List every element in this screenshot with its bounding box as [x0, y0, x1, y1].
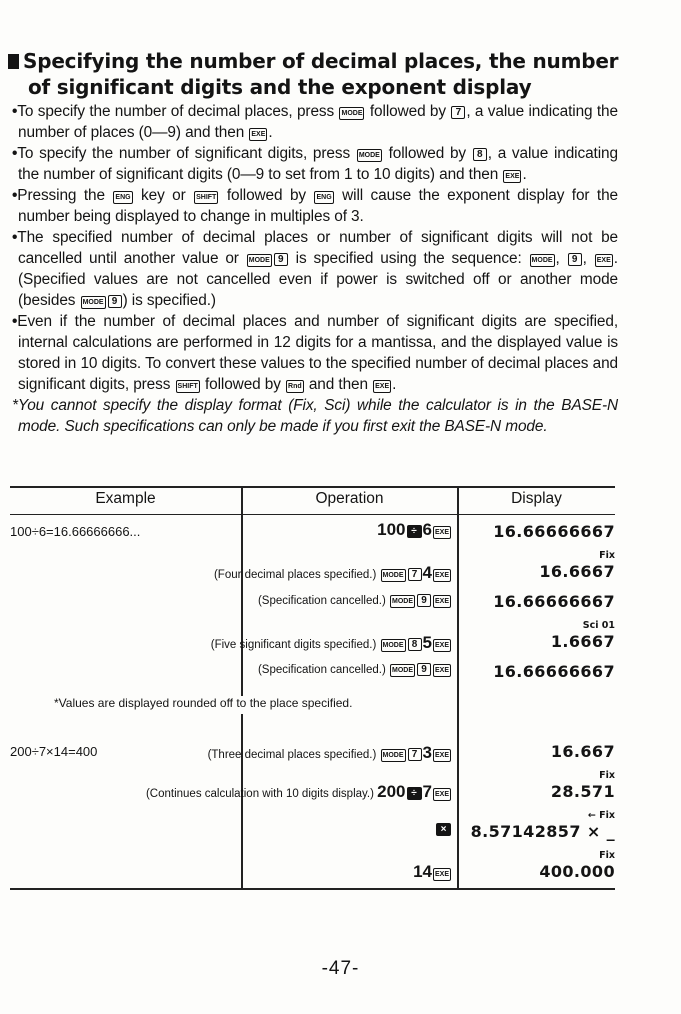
exe-key-icon: EXE — [249, 128, 267, 141]
operation-row-5: (Specification cancelled.) MODE 9 EXE — [257, 664, 449, 676]
display-value-8: 8.57142857 × _ — [470, 822, 615, 841]
bullet-decimal-places: •To specify the number of decimal places, press MODE followed by 7 , a value indicating the number of places (0—9) and then EXE . — [12, 103, 618, 141]
operation-row-4: (Five significant digits specified.) MODE 8 5 EXE — [210, 633, 449, 652]
operation-row-7: (Continues calculation with 10 digits display.) 200 ÷ 7 EXE — [145, 782, 449, 801]
display-value-5: 16.66666667 — [493, 662, 615, 681]
shift-key-icon: SHIFT — [194, 191, 218, 204]
nine-key-icon: 9 — [417, 663, 431, 676]
section-heading — [8, 48, 648, 100]
exe-key-icon: EXE — [433, 526, 451, 539]
example-1: 100÷6=16.66666666... — [10, 524, 141, 539]
header-operation: Operation — [315, 490, 384, 507]
mode-key-icon: MODE — [530, 254, 555, 267]
eight-key-icon: 8 — [473, 148, 487, 161]
heading-line-1: Specifying the number of decimal places, the number — [23, 49, 619, 73]
heading-line-2: of significant digits and the exponent display — [28, 75, 532, 99]
rounded-note: *Values are displayed rounded off to the place specified. — [54, 696, 353, 710]
display-value-6: 16.667 — [550, 742, 615, 761]
header-example: Example — [95, 490, 156, 507]
exe-key-icon: EXE — [595, 254, 613, 267]
column-divider-1a — [241, 486, 243, 696]
seven-key-icon: 7 — [408, 748, 422, 761]
display-value-9: 400.000 — [539, 862, 615, 881]
eng-key-icon: ENG — [314, 191, 333, 204]
example-2: 200÷7×14=400 — [10, 744, 98, 759]
exe-key-icon: EXE — [433, 868, 451, 881]
mode-key-icon: MODE — [381, 749, 406, 762]
exe-key-icon: EXE — [433, 595, 451, 608]
seven-key-icon: 7 — [451, 106, 465, 119]
exe-key-icon: EXE — [433, 664, 451, 677]
operation-row-2: (Four decimal places specified.) MODE 7 4 EXE — [213, 563, 449, 582]
divide-key-icon: ÷ — [407, 525, 422, 538]
mode-key-icon: MODE — [247, 254, 272, 267]
mode-key-icon: MODE — [81, 296, 106, 309]
nine-key-icon: 9 — [108, 295, 122, 308]
mode-key-icon: MODE — [381, 639, 406, 652]
display-indicator-4: Sci 01 — [582, 620, 615, 631]
display-value-2: 16.6667 — [539, 562, 615, 581]
mode-key-icon: MODE — [381, 569, 406, 582]
header-display: Display — [511, 490, 562, 507]
rnd-key-icon: Rnd — [286, 380, 304, 393]
bullet-list — [12, 101, 618, 437]
exe-key-icon: EXE — [433, 788, 451, 801]
exe-key-icon: EXE — [373, 380, 391, 393]
operation-row-9: 14 EXE — [413, 862, 449, 881]
column-divider-2 — [457, 486, 459, 889]
table-top-rule — [10, 486, 615, 488]
mode-key-icon: MODE — [390, 664, 415, 677]
operation-row-1: 100 ÷ 6 EXE — [377, 520, 449, 539]
exe-key-icon: EXE — [433, 639, 451, 652]
nine-key-icon: 9 — [417, 594, 431, 607]
base-n-note: *You cannot specify the display format (Fix, Sci) while the calculator is in the BASE-N mode. Such specifications can only be made if you first exit the BASE-N mode. — [12, 397, 618, 435]
multiply-key-icon: × — [436, 823, 451, 836]
operation-row-3: (Specification cancelled.) MODE 9 EXE — [257, 595, 449, 607]
example-table — [10, 486, 615, 891]
display-indicator-7: Fix — [599, 770, 615, 781]
operation-row-8 — [435, 823, 452, 836]
bullet-cancellation: •The specified number of decimal places or number of significant digits will not be cancelled until another value or MODE 9 is specified using the sequence: MODE , 9 , EXE . (Specified values are not cancelled even if power is switched off or another mode (besides MODE 9 ) is specified.) — [12, 229, 618, 309]
display-value-1: 16.66666667 — [493, 522, 615, 541]
display-indicator-8: ← Fix — [587, 810, 615, 821]
seven-key-icon: 7 — [408, 568, 422, 581]
page-number: -47- — [321, 958, 360, 979]
eng-key-icon: ENG — [113, 191, 132, 204]
display-value-3: 16.66666667 — [493, 592, 615, 611]
table-bottom-rule — [10, 888, 615, 890]
display-value-7: 28.571 — [550, 782, 615, 801]
exe-key-icon: EXE — [503, 170, 521, 183]
mode-key-icon: MODE — [339, 107, 364, 120]
square-bullet-icon — [8, 54, 19, 69]
divide-key-icon: ÷ — [407, 787, 422, 800]
shift-key-icon: SHIFT — [176, 380, 200, 393]
exe-key-icon: EXE — [433, 569, 451, 582]
display-indicator-9: Fix — [599, 850, 615, 861]
mode-key-icon: MODE — [357, 149, 382, 162]
nine-key-icon: 9 — [274, 253, 288, 266]
bullet-significant-digits: •To specify the number of significant digits, press MODE followed by 8 , a value indicating the number of significant digits (0—9 to set from 1 to 10 digits) and then EXE . — [12, 145, 618, 183]
eight-key-icon: 8 — [408, 638, 422, 651]
mode-key-icon: MODE — [390, 595, 415, 608]
table-header-rule — [10, 514, 615, 515]
bullet-exponent-display: •Pressing the ENG key or SHIFT followed by ENG will cause the exponent display for the number being displayed to change in multiples of 3. — [12, 187, 618, 225]
display-value-4: 1.6667 — [550, 632, 615, 651]
nine-key-icon: 9 — [568, 253, 582, 266]
operation-row-6: (Three decimal places specified.) MODE 7 3 EXE — [207, 743, 449, 762]
bullet-internal-calculation: •Even if the number of decimal places and number of significant digits are specified, internal calculations are performed in 12 digits for a mantissa, and the displayed value is stored in 10 digits. To convert these values to the specified number of decimal places and significant digits, press SHIFT followed by Rnd and then EXE . — [12, 313, 618, 393]
exe-key-icon: EXE — [433, 749, 451, 762]
display-indicator-2: Fix — [599, 550, 615, 561]
